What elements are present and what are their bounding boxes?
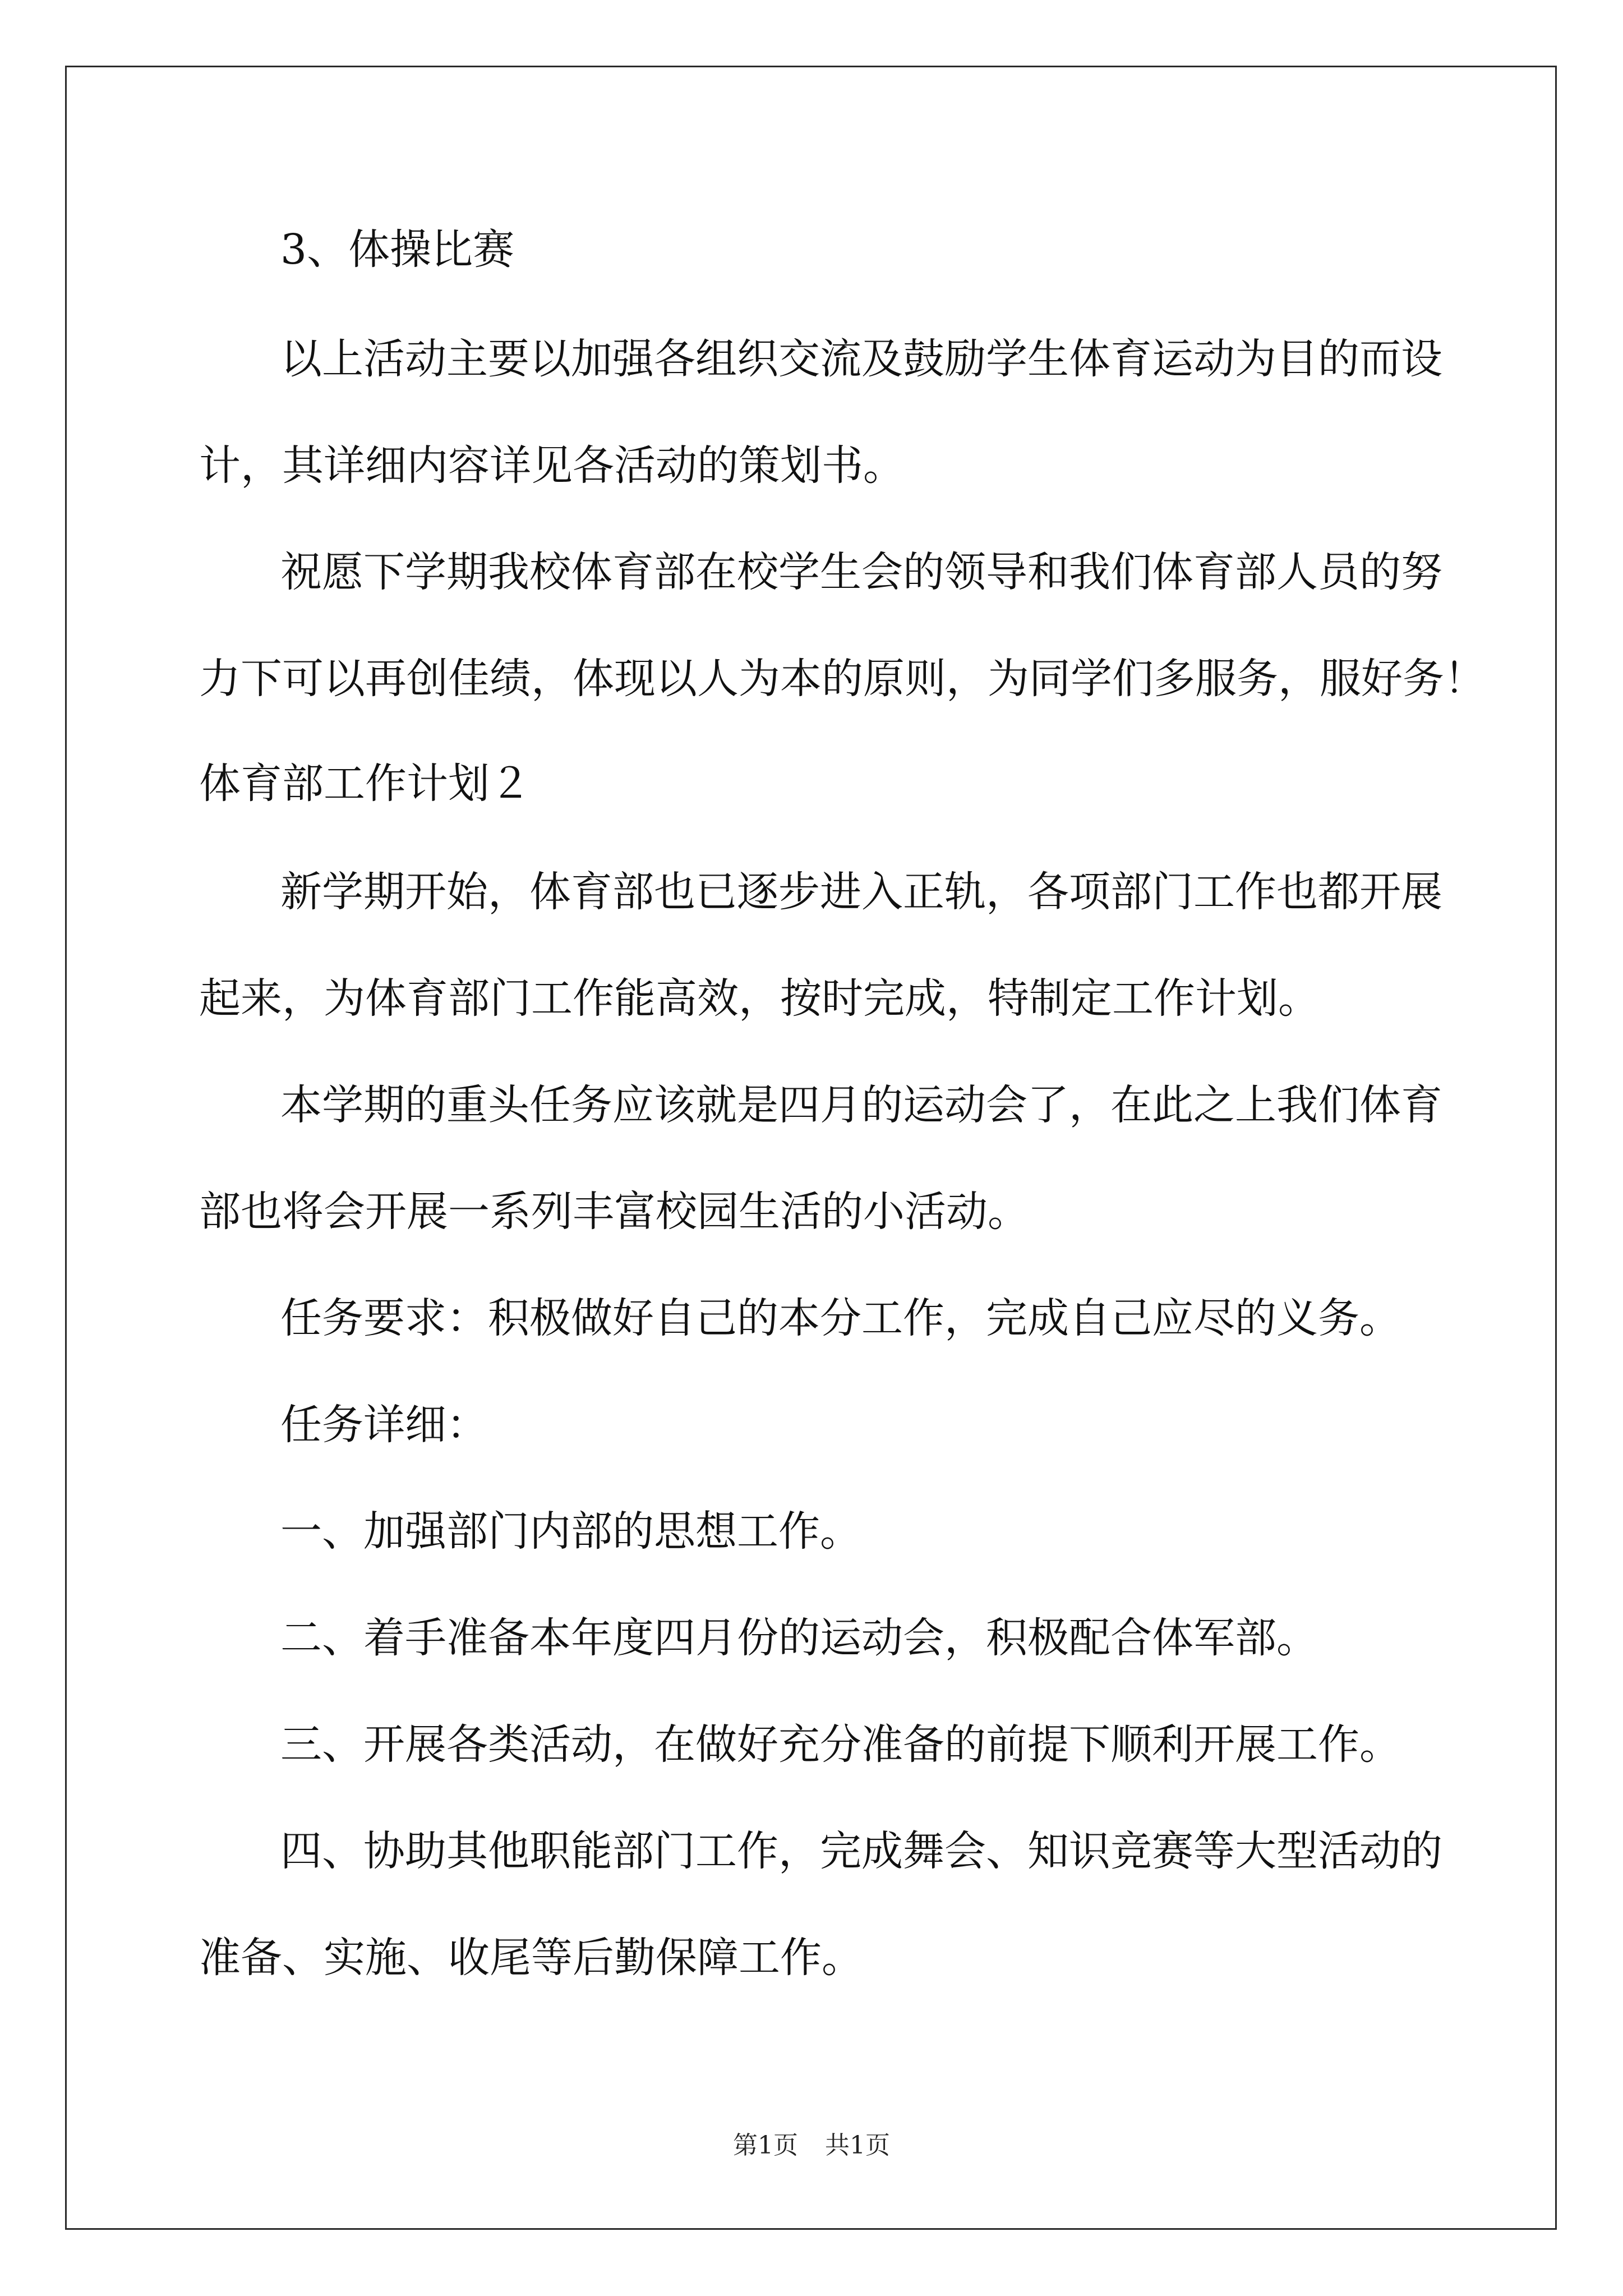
paragraph-line: 起来，为体育部门工作能高效，按时完成，特制定工作计划。 xyxy=(199,974,1320,1023)
paragraph-line: 新学期开始，体育部也已逐步进入正轨，各项部门工作也都开展 xyxy=(280,868,1442,916)
page-border xyxy=(65,66,1557,2230)
paragraph-line: 部也将会开展一系列丰富校园生活的小活动。 xyxy=(199,1188,1029,1236)
paragraph-line: 祝愿下学期我校体育部在校学生会的领导和我们体育部人员的努 xyxy=(280,548,1442,596)
paragraph-line: 3、体操比赛 xyxy=(280,226,515,274)
page-number-total: 共1页 xyxy=(825,2131,890,2160)
paragraph-line: 任务要求：积极做好自己的本分工作，完成自己应尽的义务。 xyxy=(280,1294,1401,1342)
page-footer xyxy=(0,2129,1623,2162)
list-item: 三、开展各类活动，在做好充分准备的前提下顺利开展工作。 xyxy=(280,1720,1401,1769)
paragraph-line: 计，其详细内容详见各活动的策划书。 xyxy=(199,441,905,490)
page-number-current: 第1页 xyxy=(733,2131,798,2160)
paragraph-line: 以上活动主要以加强各组织交流及鼓励学生体育运动为目的而设 xyxy=(280,335,1442,383)
list-item: 四、协助其他职能部门工作，完成舞会、知识竞赛等大型活动的 xyxy=(280,1827,1442,1875)
list-item: 二、着手准备本年度四月份的运动会，积极配合体军部。 xyxy=(280,1614,1318,1662)
list-item: 一、加强部门内部的思想工作。 xyxy=(280,1507,861,1556)
paragraph-line: 任务详细： xyxy=(280,1401,488,1449)
paragraph-line: 本学期的重头任务应该就是四月的运动会了，在此之上我们体育 xyxy=(280,1081,1442,1129)
paragraph-line: 力下可以再创佳绩，体现以人为本的原则，为同学们多服务，服好务！ xyxy=(199,655,1486,703)
list-item: 准备、实施、收尾等后勤保障工作。 xyxy=(199,1934,863,1982)
section-heading: 体育部工作计划２ xyxy=(199,760,531,808)
